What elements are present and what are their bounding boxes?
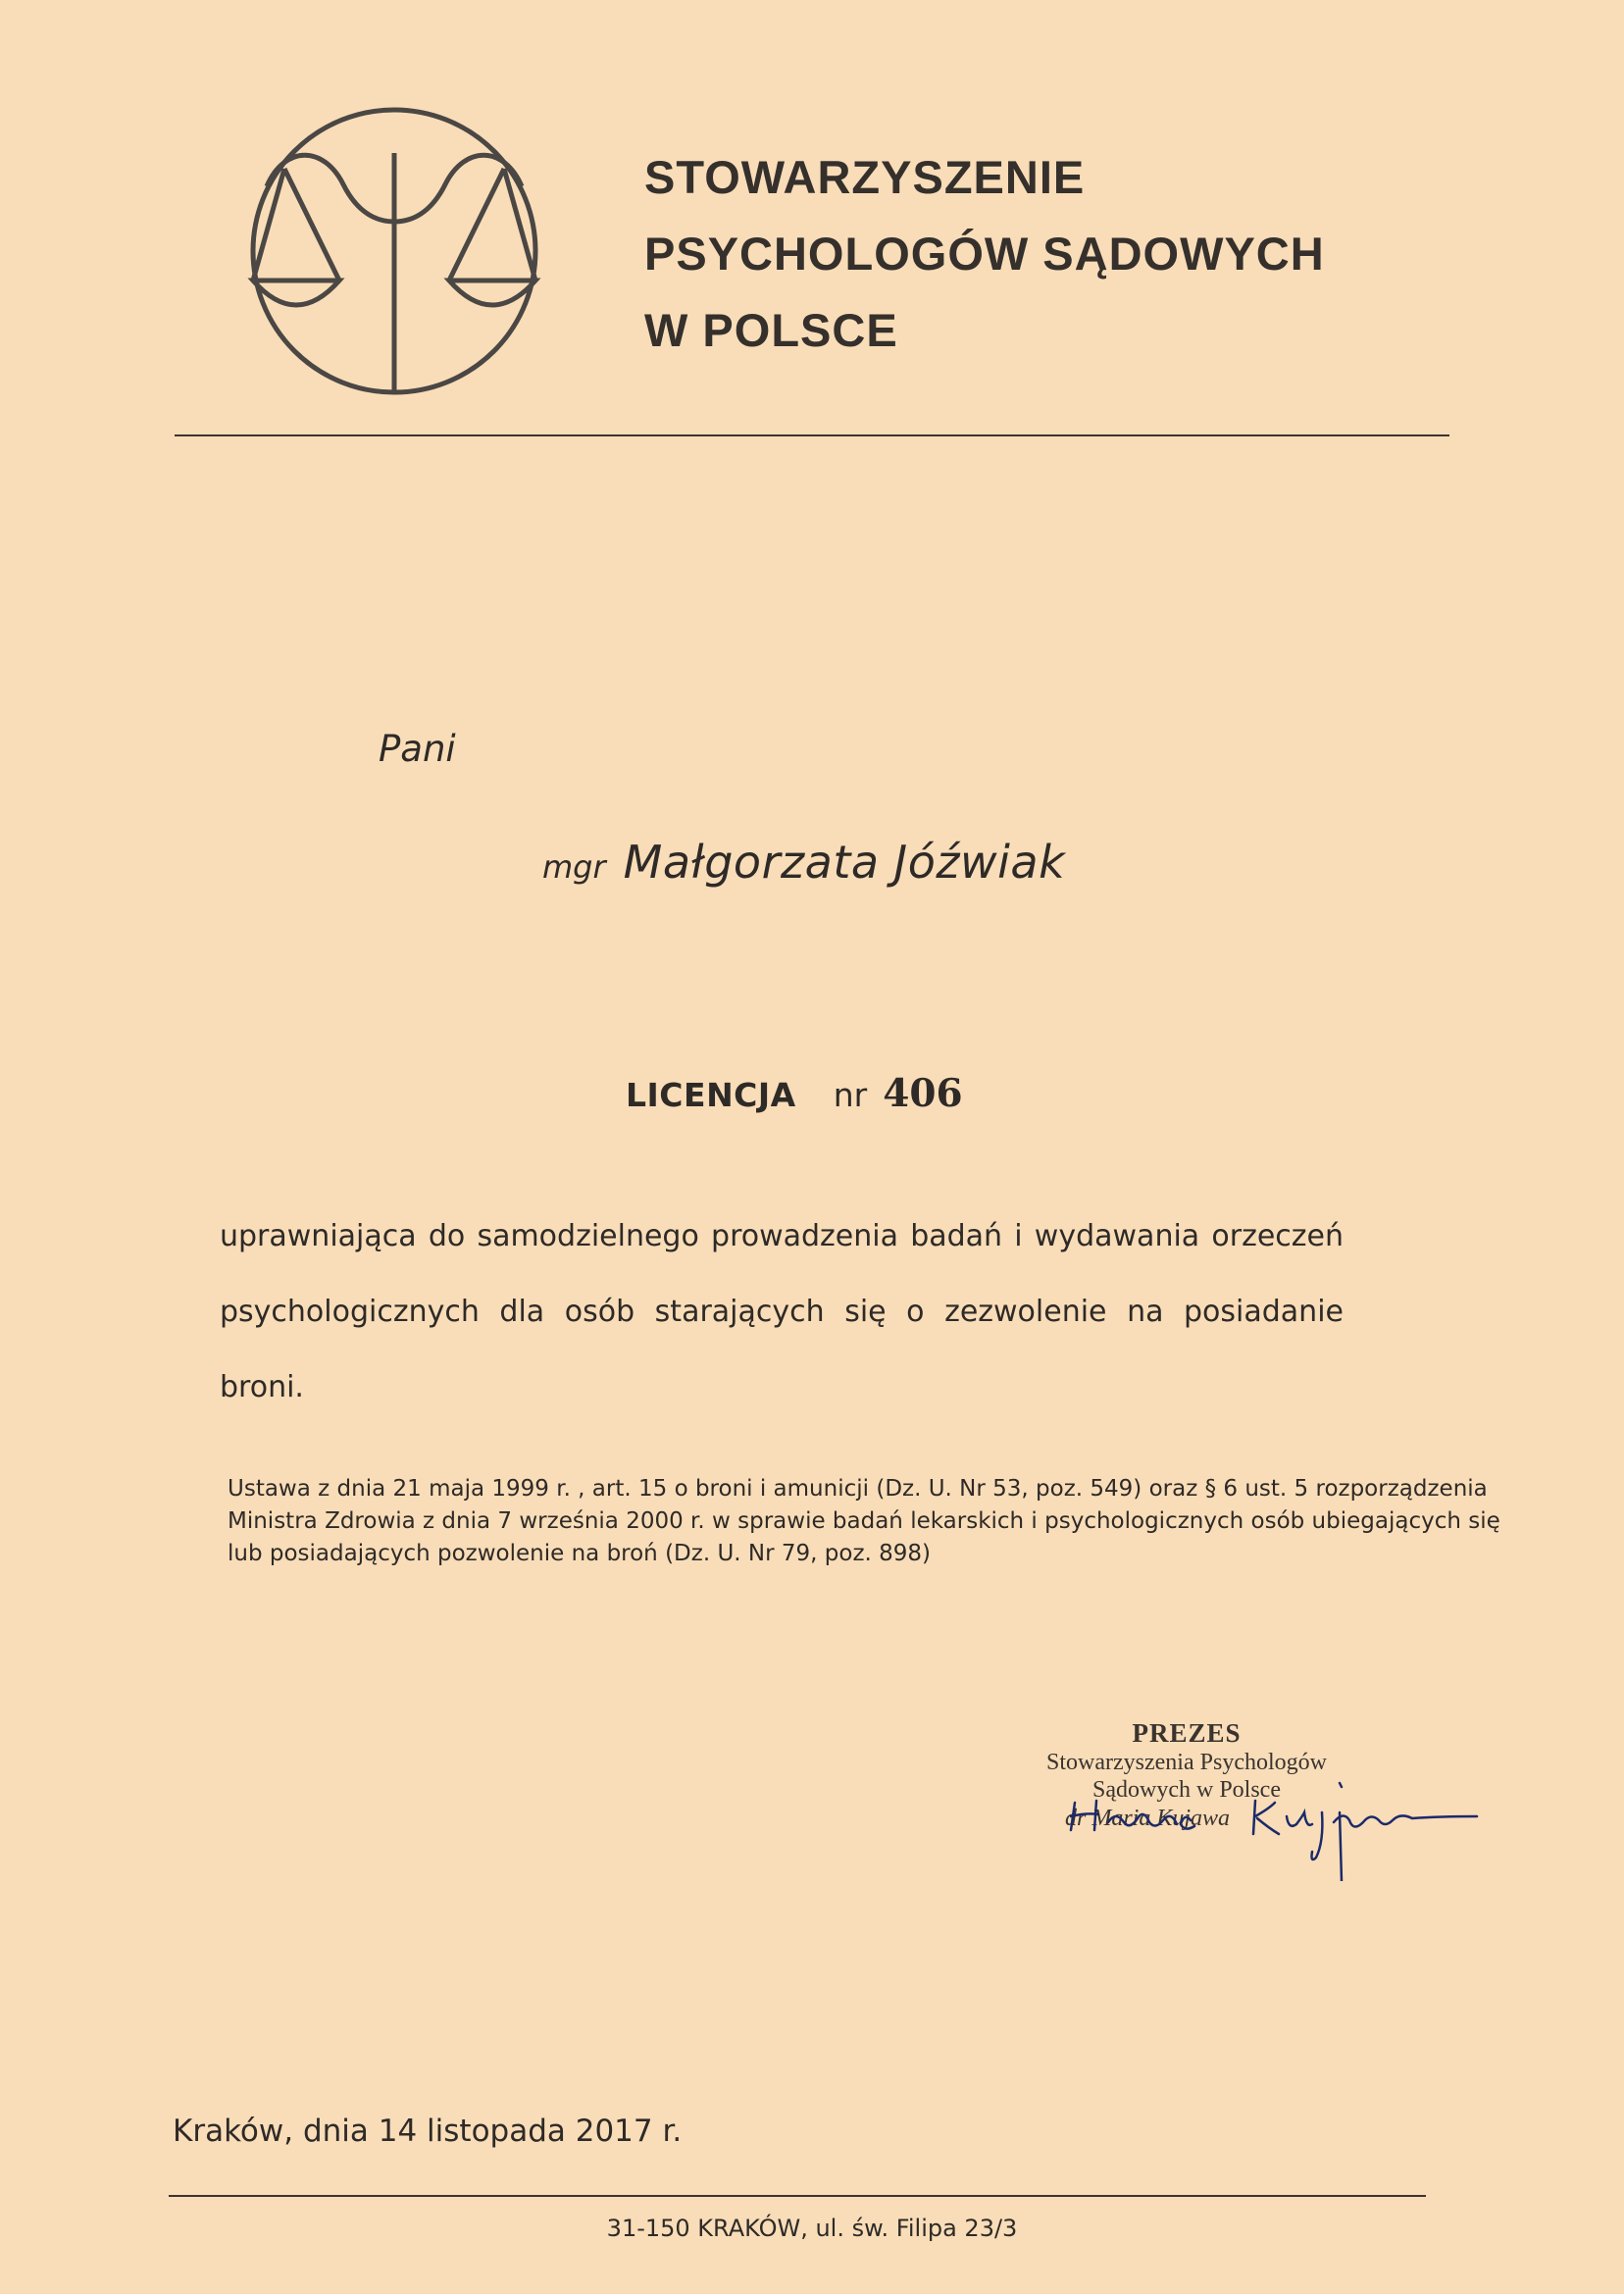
org-name-line-3: W POLSCE [644, 304, 898, 356]
signatory-name: dr Maria Kujawa [1064, 1806, 1231, 1831]
signatory-org-line-2: Sądowych w Polsce [1092, 1777, 1281, 1803]
handwritten-signature [1047, 1773, 1479, 1881]
org-name-line-2: PSYCHOLOGÓW SĄDOWYCH [644, 228, 1325, 280]
scales-of-justice-logo [245, 106, 543, 396]
recipient-name: Małgorzata Jóźwiak [623, 836, 1066, 889]
postal-address: 31-150 KRAKÓW, ul. św. Filipa 23/3 [606, 2215, 1018, 2242]
signatory-role: PREZES [1132, 1718, 1242, 1748]
legal-line-1: Ustawa z dnia 21 maja 1999 r. , art. 15 o broni i amunicji (Dz. U. Nr 53, poz. 549) oraz § 6 ust. 5 rozporządzenia [228, 1476, 1488, 1502]
license-label: LICENCJA [626, 1076, 796, 1114]
recipient [542, 836, 1065, 889]
organization-name [644, 139, 1325, 369]
license-heading [626, 1071, 963, 1116]
legal-line-3: lub posiadających pozwolenie na broń (Dz. U. Nr 79, poz. 898) [228, 1541, 932, 1566]
license-nr-label: nr [833, 1076, 868, 1114]
license-purpose [220, 1198, 1344, 1425]
salutation: Pani [379, 728, 456, 770]
legal-line-2: Ministra Zdrowia z dnia 7 września 2000 r. w sprawie badań lekarskich i psychologicznych osób ubiegających się [228, 1508, 1500, 1534]
license-number: 406 [883, 1071, 963, 1116]
purpose-line-2: psychologicznych dla osób starających się o zezwolenie na posiadanie broni. [220, 1295, 1344, 1404]
header-divider [175, 434, 1449, 436]
signatory-org-line-1: Stowarzyszenia Psychologów [1046, 1750, 1327, 1775]
legal-basis [228, 1473, 1500, 1570]
org-name-line-1: STOWARZYSZENIE [644, 151, 1086, 203]
place-and-date: Kraków, dnia 14 listopada 2017 r. [173, 2114, 683, 2149]
recipient-title: mgr [542, 848, 606, 886]
purpose-line-1: uprawniająca do samodzielnego prowadzenia badań i wydawania orzeczeń [220, 1219, 1344, 1253]
footer-divider [169, 2195, 1426, 2197]
